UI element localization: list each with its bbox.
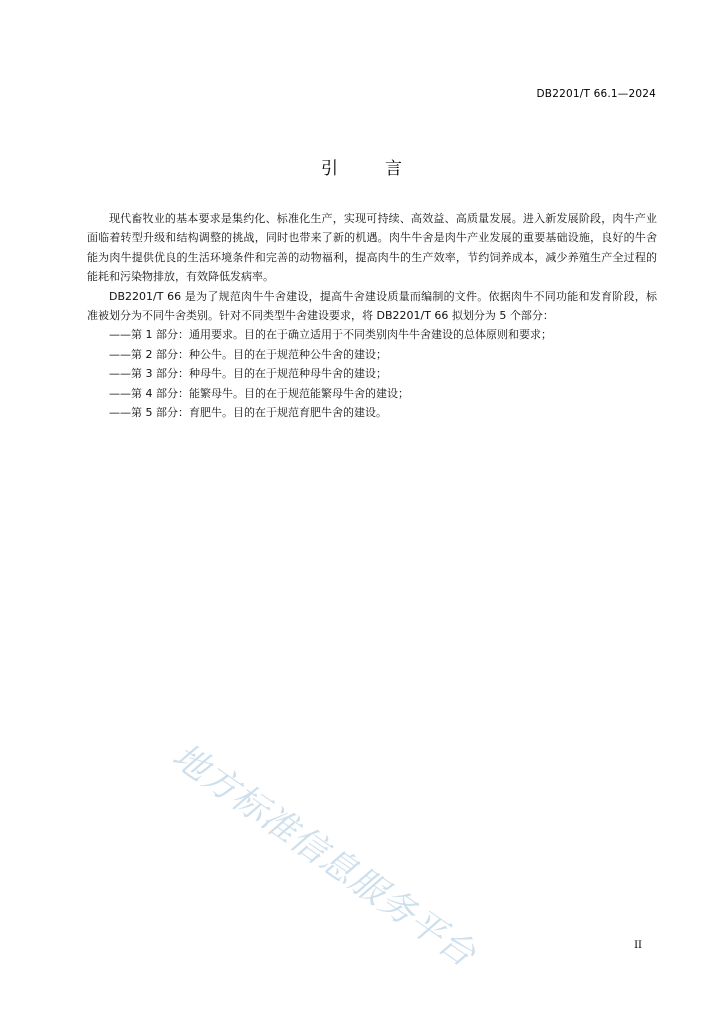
part-list-item: ——第 2 部分：种公牛。目的在于规范种公牛舍的建设； (109, 347, 387, 361)
section-title (0, 154, 724, 179)
page-number: II (634, 940, 642, 951)
part-list-item: ——第 1 部分：通用要求。目的在于确立适用于不同类别肉牛牛舍建设的总体原则和要求； (109, 328, 552, 342)
paragraph: DB2201/T 66 是为了规范肉牛牛舍建设，提高牛舍建设质量而编制的文件。依据肉牛不同功能和发育阶段，标准被划分为不同牛舍类别。针对不同类型牛舍建设要求，将 DB2201/T 66 拟划分为 5 个部分： (87, 289, 657, 323)
watermark: 地方标准信息服务平台 (164, 736, 483, 976)
paragraph: 现代畜牧业的基本要求是集约化、标准化生产，实现可持续、高效益、高质量发展。进入新发展阶段，肉牛产业面临着转型升级和结构调整的挑战，同时也带来了新的机遇。肉牛牛舍是肉牛产业发展的重要基础设施，良好的牛舍能为肉牛提供优良的生活环境条件和完善的动物福利，提高肉牛的生产效率，节约饲养成本，减少养殖生产全过程的能耗和污染物排放，有效降低发病率。 (87, 212, 657, 284)
document-body (87, 209, 657, 422)
part-list-item: ——第 4 部分：能繁母牛。目的在于规范能繁母牛舍的建设； (109, 386, 409, 400)
title-char-1: 引 (321, 159, 339, 179)
title-char-2: 言 (385, 159, 403, 179)
part-list-item: ——第 5 部分：育肥牛。目的在于规范育肥牛舍的建设。 (109, 406, 387, 420)
document-code: DB2201/T 66.1—2024 (536, 88, 656, 100)
part-list-item: ——第 3 部分：种母牛。目的在于规范种母牛舍的建设； (109, 367, 387, 381)
